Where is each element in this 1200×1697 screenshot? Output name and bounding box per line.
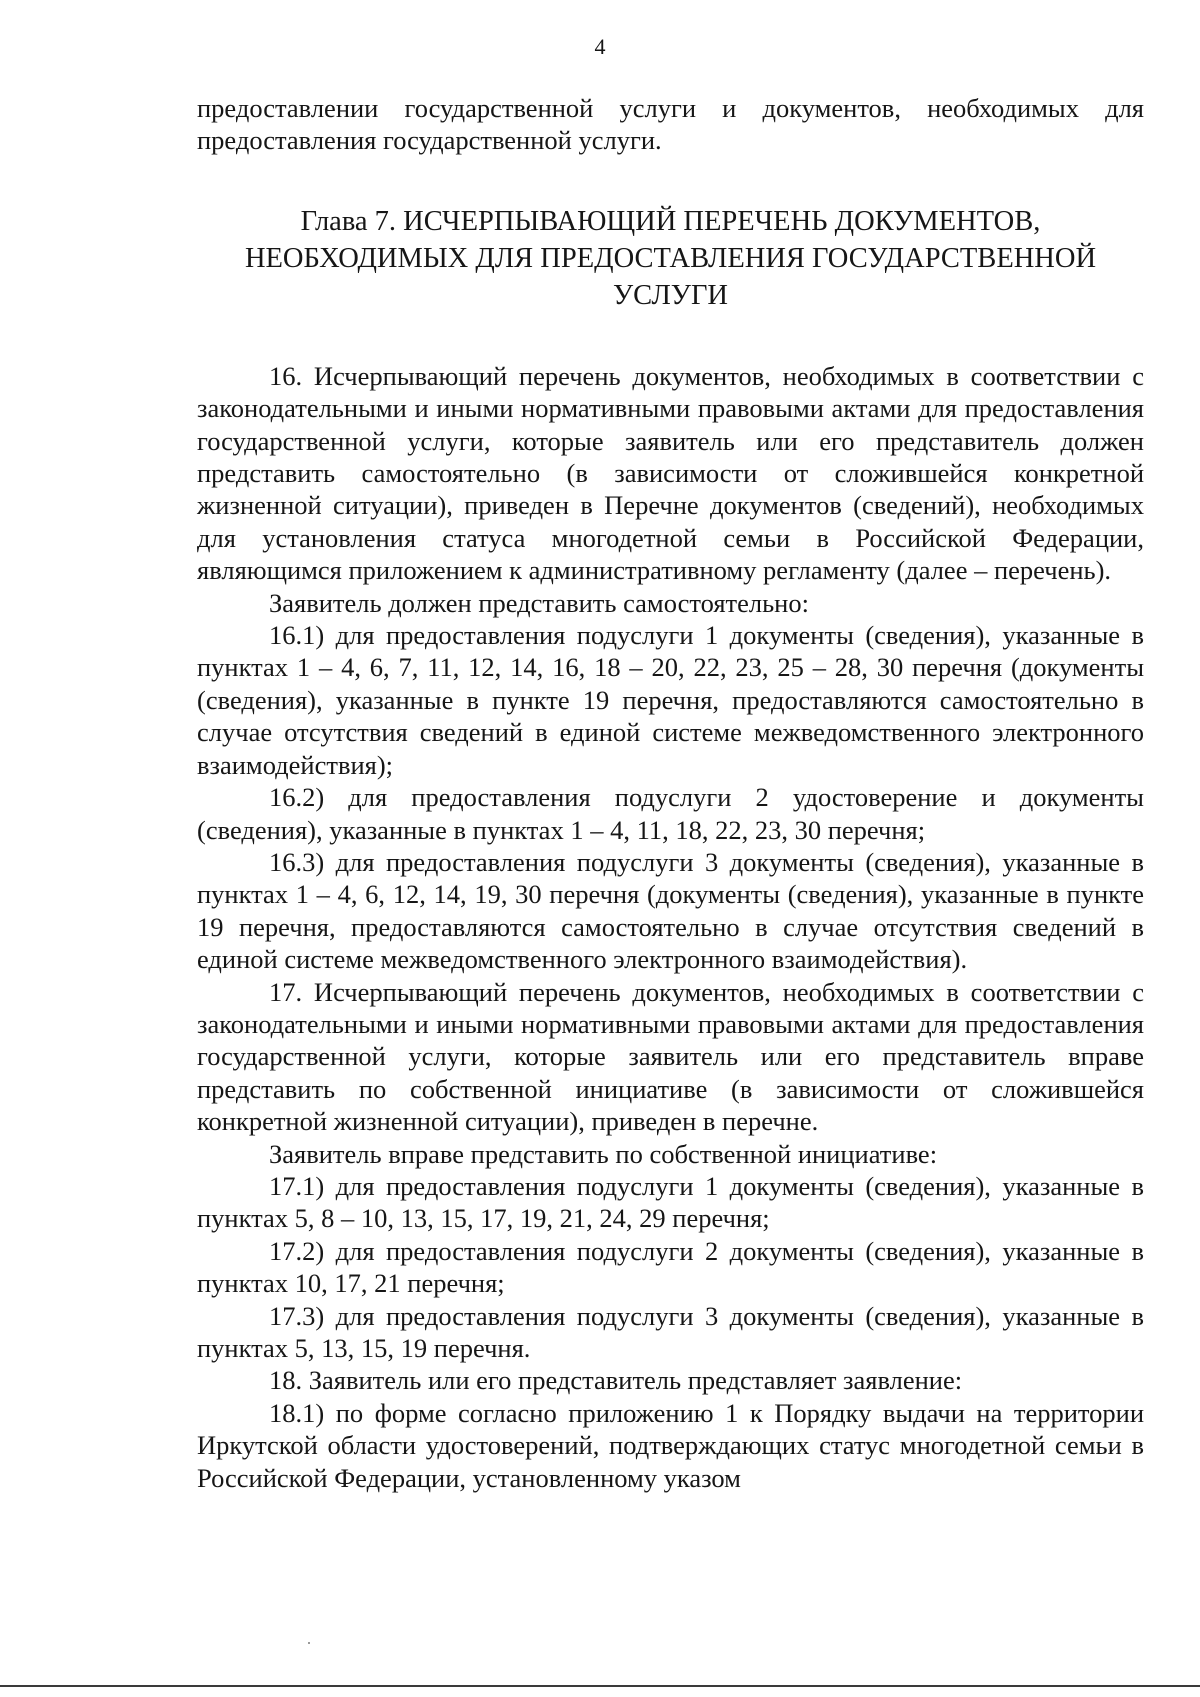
scan-speck — [308, 1642, 310, 1644]
paragraph-16-3: 16.3) для предоставления подуслуги 3 документы (сведения), указанные в пунктах 1 – 4, 6, 12, 14, 19, 30 перечня (документы (сведения), указанные в пункте 19 перечня, предоставляются самостоятельно в случае отсутствия сведений в единой системе межведомственного электронного взаимодействия). — [197, 846, 1144, 975]
paragraph-16: 16. Исчерпывающий перечень документов, необходимых в соответствии с законодательными и иными нормативными правовыми актами для предоставления государственной услуги, которые заявитель или его представитель должен представить самостоятельно (в зависимости от сложившейся конкретной жизненной ситуации), приведен в Перечне документов (сведений), необходимых для установления статуса многодетной семьи в Российской Федерации, являющимся приложением к административному регламенту (далее – перечень). — [197, 360, 1144, 586]
document-body — [197, 92, 1144, 1494]
chapter-heading-line: НЕОБХОДИМЫХ ДЛЯ ПРЕДОСТАВЛЕНИЯ ГОСУДАРСТВЕННОЙ — [244, 242, 1097, 274]
chapter-heading-line: Глава 7. ИСЧЕРПЫВАЮЩИЙ ПЕРЕЧЕНЬ ДОКУМЕНТОВ, — [300, 205, 1041, 237]
chapter-heading-line: УСЛУГИ — [612, 279, 729, 311]
chapter-heading — [197, 203, 1144, 314]
paragraph-17-1: 17.1) для предоставления подуслуги 1 документы (сведения), указанные в пунктах 5, 8 – 10, 13, 15, 17, 19, 21, 24, 29 перечня; — [197, 1170, 1144, 1234]
paragraph-16-2: 16.2) для предоставления подуслуги 2 удостоверение и документы (сведения), указанные в пунктах 1 – 4, 11, 18, 22, 23, 30 перечня; — [197, 782, 1144, 845]
paragraph-18: 18. Заявитель или его представитель представляет заявление: — [269, 1365, 963, 1396]
paragraph-17-2: 17.2) для предоставления подуслуги 2 документы (сведения), указанные в пунктах 10, 17, 21 перечня; — [197, 1235, 1144, 1299]
paragraph-16-intro: Заявитель должен представить самостоятельно: — [269, 587, 809, 618]
paragraph-16-1: 16.1) для предоставления подуслуги 1 документы (сведения), указанные в пунктах 1 – 4, 6, 7, 11, 12, 14, 16, 18 – 20, 22, 23, 25 – 28, 30 перечня (документы (сведения), указанные в пункте 19 перечня, предоставляются самостоятельно в случае отсутствия сведений в единой системе межведомственного электронного взаимодействия); — [197, 620, 1144, 780]
paragraph-17: 17. Исчерпывающий перечень документов, необходимых в соответствии с законодательными и иными нормативными правовыми актами для предоставления государственной услуги, которые заявитель или его представитель вправе представить по собственной инициативе (в зависимости от сложившейся конкретной жизненной ситуации), приведен в перечне. — [197, 976, 1144, 1137]
paragraph-18-1: 18.1) по форме согласно приложению 1 к Порядку выдачи на территории Иркутской области удостоверений, подтверждающих статус многодетной семьи в Российской Федерации, установленному указом — [197, 1397, 1144, 1493]
paragraph-17-3: 17.3) для предоставления подуслуги 3 документы (сведения), указанные в пунктах 5, 13, 15, 19 перечня. — [197, 1300, 1144, 1363]
lead-paragraph: предоставлении государственной услуги и документов, необходимых для предоставления государственной услуги. — [197, 93, 1144, 156]
page-number: 4 — [594, 34, 606, 59]
paragraph-17-intro: Заявитель вправе представить по собственной инициативе: — [269, 1138, 938, 1169]
scan-bottom-edge — [0, 1685, 1200, 1687]
